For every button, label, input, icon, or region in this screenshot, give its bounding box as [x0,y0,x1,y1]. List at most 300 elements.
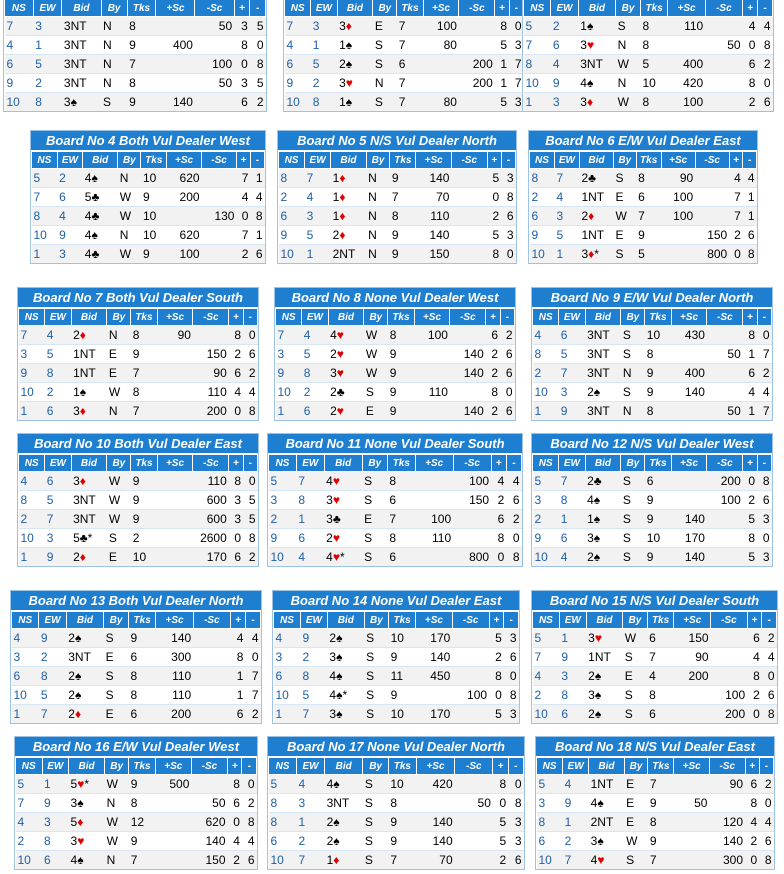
board-12 [531,433,773,567]
table-cell: 100 [423,17,459,36]
table-row [285,93,524,112]
table-cell: 5 [250,74,266,93]
table-cell: 7 [648,851,674,870]
table-cell: 2♠ [66,686,103,705]
column-header: EW [33,0,62,17]
board-8 [274,287,516,421]
board-title: Board No 7 Both Vul Dealer South [18,288,258,308]
column-header: EW [302,309,328,326]
table-cell [709,794,745,813]
table-cell: 6 [12,667,39,686]
table-cell: 100 [452,686,489,705]
heart-icon: ♥ [332,474,340,488]
table-cell: 1 [19,548,45,567]
table-cell: N [366,188,390,207]
table-cell: 8 [388,794,416,813]
table-cell: 6 [551,36,578,55]
table-cell: S [623,705,647,724]
table-cell: 4 [647,667,674,686]
spade-icon: ♠ [345,38,353,52]
table-cell: 5 [39,686,66,705]
table-cell [711,629,748,648]
table-cell: E [624,794,648,813]
table-cell: 8 [250,55,266,74]
table-cell: 2 [228,851,242,870]
table-cell: 10 [141,226,167,245]
column-header: EW [554,152,579,169]
table-cell [193,326,229,345]
table-cell: 1 [559,629,586,648]
club-icon: ♣ [336,385,345,399]
table-cell: 7 [131,364,157,383]
table-cell: 3NT [62,55,101,74]
column-header: EW [300,612,327,629]
table-cell: 6 [231,705,246,724]
table-row [530,207,757,226]
table-cell [156,74,195,93]
table-cell: 3 [501,169,515,188]
table-cell: 9 [45,548,71,567]
table-cell: 3♣ [324,510,362,529]
table-cell: 10 [32,226,58,245]
table-cell: 9 [648,832,674,851]
column-header: By [624,758,648,775]
club-icon: ♣ [91,190,100,204]
table-cell: 8 [489,667,504,686]
table-cell [202,245,237,264]
column-header: - [759,758,773,775]
table-cell: 4 [533,667,560,686]
table-cell: 1 [533,402,559,421]
table-cell: W [613,207,636,226]
board-6 [528,130,758,264]
spade-icon: ♠ [74,631,82,645]
table-cell: 100 [661,188,695,207]
table-cell: 2600 [193,529,229,548]
spade-icon: ♠ [336,688,343,702]
table-cell: W [623,629,647,648]
table-cell: 8 [128,667,155,686]
table-cell: 6 [491,510,506,529]
table-cell: 2 [530,188,555,207]
table-cell: 7 [533,648,560,667]
table-cell: 1 [32,245,58,264]
table-cell: 4 [274,629,301,648]
table-cell: N [101,55,127,74]
table-cell: 70 [416,851,454,870]
club-icon: ♣ [91,247,100,261]
table-cell: 4 [757,17,772,36]
table-row [524,74,773,93]
table-cell [455,813,493,832]
table-cell: 3♠ [586,686,623,705]
table-cell: 9 [388,402,414,421]
table-cell: 8 [242,813,257,832]
column-header: - [250,0,266,17]
table-cell [156,55,195,74]
column-header: NS [276,309,302,326]
column-header: + [487,152,501,169]
table-cell: 2♠ [66,629,103,648]
table-cell: S [623,686,647,705]
table-cell: 7 [387,510,415,529]
column-header: +Sc [661,152,695,169]
table-cell: 3NT [585,364,621,383]
table-cell: 140 [671,548,707,567]
column-header: Tks [645,309,671,326]
table-cell: 10 [533,705,560,724]
table-cell: 6 [500,345,514,364]
table-cell: 50 [705,36,742,55]
board-title: Board No 9 E/W Vul Dealer North [532,288,772,308]
table-cell: 7 [5,17,34,36]
table-cell: 1 [19,402,45,421]
table-cell: 8 [45,364,71,383]
table-cell: 8 [506,548,521,567]
table-cell: S [613,169,636,188]
table-row [269,832,524,851]
table-cell: 2♠ [337,55,373,74]
table-cell: E [373,17,397,36]
table-cell: 2 [533,510,559,529]
table-cell [671,491,707,510]
column-header: NS [269,758,297,775]
table-cell: 200 [459,55,495,74]
table-cell: 0 [487,188,501,207]
board-title: Board No 17 None Vul Dealer North [268,737,524,757]
table-cell: 2 [33,74,62,93]
table-row [32,188,265,207]
table-cell: 6 [559,326,585,345]
table-row [12,705,261,724]
column-header: Bid [71,455,107,472]
table-cell: 5 [489,629,504,648]
table-cell: 9 [645,548,671,567]
table-cell: 7 [636,207,661,226]
column-header: NS [537,758,563,775]
table-cell [711,648,748,667]
table-row [274,667,519,686]
table-cell: 4♠ [327,667,364,686]
table-row [16,775,257,794]
table-cell: 3♥ [586,629,623,648]
table-cell: E [104,705,129,724]
table-cell: 9 [300,629,327,648]
table-cell: 5 [489,705,504,724]
table-row [533,491,772,510]
table-cell: 1 [524,93,551,112]
table-cell: 7 [39,705,66,724]
table-cell [191,775,227,794]
table-cell [695,207,729,226]
header-row [533,612,777,629]
table-cell: 4 [19,472,45,491]
table-cell: 3NT [325,794,363,813]
table-cell: 9 [131,472,157,491]
table-cell: 1 [42,775,69,794]
table-cell: 2 [19,510,45,529]
table-row [5,36,266,55]
table-cell: 0 [729,245,743,264]
table-cell: S [362,529,387,548]
table-cell: 6 [45,402,71,421]
table-cell: 8 [504,686,519,705]
table-cell: 0 [228,813,242,832]
table-cell: 5 [45,345,71,364]
column-header: - [506,455,521,472]
table-cell: 8 [647,686,674,705]
heart-icon: ♥ [77,834,85,848]
table-cell: 4♠ [83,226,118,245]
column-header: By [621,309,645,326]
column-header: Bid [83,152,118,169]
table-cell: S [621,383,645,402]
table-cell: 6 [500,402,514,421]
table-cell: 9 [559,402,585,421]
column-header: -Sc [459,0,495,17]
spade-icon: ♠ [74,669,82,683]
table-cell: 4 [759,813,773,832]
table-cell: 8 [296,491,324,510]
table-cell: 50 [674,794,710,813]
table-cell: 0 [242,775,257,794]
results-table [11,611,261,723]
diamond-icon: ♦ [79,328,86,342]
table-cell: 8 [127,17,156,36]
table-row [537,832,774,851]
table-cell: 1 [743,402,757,421]
table-cell: 50 [195,17,234,36]
table-cell: 3 [508,813,523,832]
table-cell [451,226,487,245]
table-cell: N [101,17,127,36]
table-cell: 6 [747,629,762,648]
table-cell: 4 [245,629,260,648]
table-cell: 3 [501,226,515,245]
diamond-icon: ♦ [345,19,352,33]
column-header: + [743,0,758,17]
table-cell: 3 [229,510,243,529]
table-cell [459,36,495,55]
table-cell: 9 [57,226,83,245]
table-cell: 8 [559,686,586,705]
table-cell [453,529,491,548]
table-cell: 800 [453,548,491,567]
table-cell: 10 [285,93,311,112]
table-cell: 8 [487,245,501,264]
table-cell: 3♥ [337,74,373,93]
table-row [533,648,777,667]
spade-icon: ♠ [597,834,604,848]
table-cell: 0 [243,326,257,345]
table-cell: 500 [155,775,191,794]
table-cell: 7 [729,188,743,207]
table-cell: N [366,245,390,264]
table-cell: S [363,832,389,851]
table-cell: 7 [131,402,157,421]
table-cell: 2 [297,832,325,851]
table-row [32,226,265,245]
table-cell: 5 [537,775,563,794]
table-cell: 7 [559,472,585,491]
results-table [532,454,772,566]
table-cell: 8 [390,207,416,226]
column-header: -Sc [450,309,486,326]
column-header: NS [533,612,560,629]
table-row [533,629,777,648]
table-cell: 6 [397,55,423,74]
results-table [268,757,524,869]
spade-icon: ♠ [77,853,84,867]
column-header: Bid [71,309,107,326]
table-cell: 9 [559,648,586,667]
table-row [285,55,524,74]
spade-icon: ♠ [91,171,98,185]
column-header: + [229,455,243,472]
table-cell: 8 [129,794,156,813]
table-cell: 450 [416,667,453,686]
table-cell: 90 [674,648,711,667]
diamond-icon: ♦ [588,209,595,223]
board-16 [14,736,258,870]
column-header: NS [279,152,305,169]
table-cell: 5 [269,775,297,794]
table-cell: 2♣ [585,472,621,491]
column-header: +Sc [416,758,454,775]
column-header: By [623,612,647,629]
results-table [523,0,773,111]
spade-icon: ♠ [593,493,601,507]
table-cell: 5 [32,169,58,188]
table-cell: 9 [127,93,156,112]
table-cell: 2 [489,648,504,667]
table-cell: 170 [416,705,453,724]
table-row [269,491,522,510]
table-cell: 600 [193,491,229,510]
table-cell: 8 [745,794,759,813]
table-cell: 6 [508,851,523,870]
table-row [269,548,522,567]
table-cell [705,93,742,112]
table-cell: 5 [640,55,667,74]
column-header: - [757,0,772,17]
table-cell: 2♠ [585,548,621,567]
spade-icon: ♠ [586,19,594,33]
table-cell: 5♣* [71,529,107,548]
table-cell [157,402,193,421]
table-cell: 8 [743,529,757,548]
table-cell [414,345,450,364]
table-cell: 200 [711,705,748,724]
spade-icon: ♠ [336,707,343,721]
table-cell [452,629,489,648]
table-cell: 1NT [589,775,625,794]
spade-icon: ♠ [594,688,602,702]
column-header: NS [5,0,34,17]
column-header: EW [296,455,324,472]
table-cell: 4♥* [324,548,362,567]
table-cell: 3 [509,93,523,112]
table-cell: 4 [757,383,771,402]
table-cell [455,775,493,794]
column-header: By [621,455,645,472]
column-header: Bid [62,0,101,17]
table-cell: 8 [493,775,508,794]
header-row [276,309,515,326]
table-cell: 7 [236,226,250,245]
table-cell: 6 [500,364,514,383]
table-row [524,55,773,74]
table-cell [671,345,707,364]
table-row [524,17,773,36]
table-row [533,705,777,724]
table-cell: 7 [45,510,71,529]
column-header: +Sc [156,612,193,629]
table-row [524,93,773,112]
column-header: - [762,612,777,629]
table-cell: 80 [423,93,459,112]
table-cell: S [364,383,388,402]
table-cell: 9 [563,794,589,813]
table-cell [451,188,487,207]
results-table [275,308,515,420]
table-cell: 6 [743,364,757,383]
column-header: + [729,152,743,169]
table-cell: S [364,667,389,686]
table-cell: 5 [45,491,71,510]
table-cell: N [118,226,141,245]
table-cell: 4♥ [589,851,625,870]
table-cell: 2 [131,529,157,548]
table-cell: 1♦ [331,188,367,207]
table-cell: 7 [554,169,579,188]
column-header: By [364,612,389,629]
column-header: EW [559,309,585,326]
table-cell: S [362,548,387,567]
table-cell: 7 [129,851,156,870]
table-cell: S [616,17,641,36]
column-header: EW [42,758,69,775]
table-cell: 10 [131,548,157,567]
table-cell: 7 [757,402,771,421]
table-cell: 8 [269,813,297,832]
table-cell: 4 [559,548,585,567]
table-cell: S [363,813,389,832]
table-cell: 170 [193,548,229,567]
table-cell: 4♠ [69,851,105,870]
table-cell: 9 [141,188,167,207]
table-cell: S [364,705,389,724]
table-cell [193,705,230,724]
table-cell [705,55,742,74]
table-cell: 9 [388,383,414,402]
board-3 [522,0,774,112]
table-cell: 0 [759,794,773,813]
table-cell: 6 [5,55,34,74]
table-cell: 6 [636,188,661,207]
table-cell: S [373,55,397,74]
spade-icon: ♠ [336,650,343,664]
table-row [12,686,261,705]
table-cell: 6 [743,55,758,74]
table-cell: E [107,345,131,364]
table-cell: 5♣ [83,188,118,207]
table-cell: 7 [127,55,156,74]
column-header: - [509,0,523,17]
column-header: +Sc [671,455,707,472]
table-row [5,74,266,93]
table-cell: 2 [486,345,500,364]
